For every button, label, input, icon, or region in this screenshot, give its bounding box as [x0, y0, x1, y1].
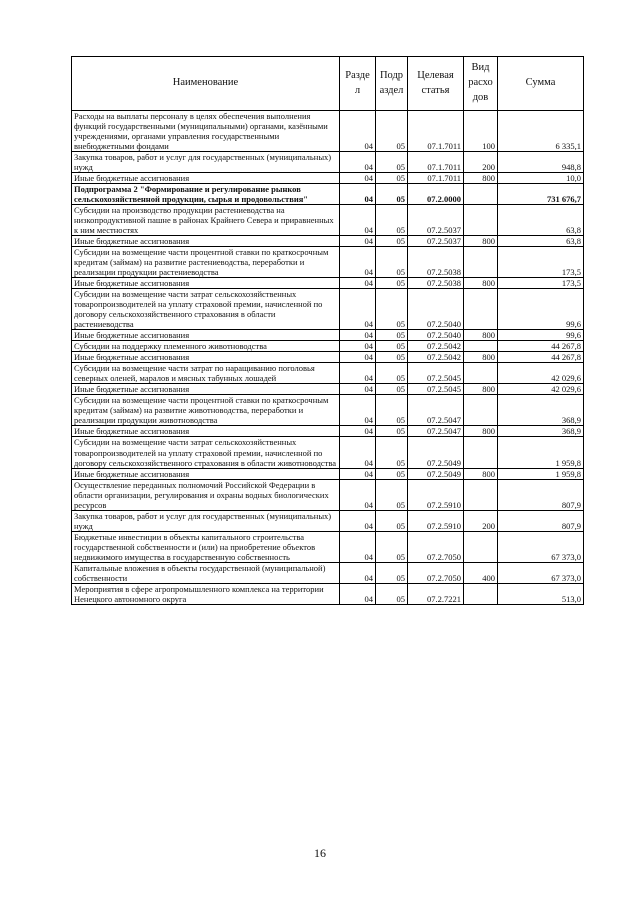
- table-row: [72, 384, 584, 395]
- table-row: [72, 289, 584, 330]
- cell-name: Иные бюджетные ассигнования: [72, 468, 340, 479]
- cell-vid: 200: [464, 152, 498, 173]
- cell-razdel: 04: [340, 278, 376, 289]
- cell-podrazdel: 05: [376, 510, 408, 531]
- cell-name: Иные бюджетные ассигнования: [72, 384, 340, 395]
- cell-vid: 200: [464, 510, 498, 531]
- header-name: Наименование: [72, 57, 340, 111]
- cell-vid: [464, 247, 498, 278]
- cell-target: 07.2.5038: [408, 247, 464, 278]
- cell-vid: 800: [464, 330, 498, 341]
- cell-sum: 173,5: [498, 247, 584, 278]
- cell-vid: 800: [464, 352, 498, 363]
- cell-sum: 948,8: [498, 152, 584, 173]
- cell-name: Иные бюджетные ассигнования: [72, 236, 340, 247]
- cell-podrazdel: 05: [376, 426, 408, 437]
- cell-sum: 807,9: [498, 479, 584, 510]
- cell-sum: 1 959,8: [498, 437, 584, 468]
- cell-sum: 173,5: [498, 278, 584, 289]
- cell-podrazdel: 05: [376, 289, 408, 330]
- cell-podrazdel: 05: [376, 111, 408, 152]
- cell-vid: [464, 341, 498, 352]
- cell-target: 07.2.5047: [408, 426, 464, 437]
- cell-sum: 44 267,8: [498, 341, 584, 352]
- table-row: [72, 583, 584, 604]
- cell-podrazdel: 05: [376, 468, 408, 479]
- cell-vid: [464, 583, 498, 604]
- table-row: [72, 531, 584, 562]
- table-row: [72, 278, 584, 289]
- cell-name: Субсидии на возмещение части затрат сельскохозяйственных товаропроизводителей на уплату страховой премии, начисленной по договору сельскохозяйственного страхования в области растениеводства: [72, 289, 340, 330]
- cell-razdel: 04: [340, 173, 376, 184]
- table-row: [72, 173, 584, 184]
- cell-target: 07.2.5047: [408, 395, 464, 426]
- cell-razdel: 04: [340, 583, 376, 604]
- cell-target: 07.2.7050: [408, 562, 464, 583]
- cell-vid: [464, 289, 498, 330]
- cell-target: 07.2.5045: [408, 384, 464, 395]
- cell-razdel: 04: [340, 395, 376, 426]
- table-row: [72, 205, 584, 236]
- cell-target: 07.2.7050: [408, 531, 464, 562]
- cell-razdel: 04: [340, 330, 376, 341]
- header-podrazdel: Подр аздел: [376, 57, 408, 111]
- cell-sum: 513,0: [498, 583, 584, 604]
- header-vid: Вид расхо дов: [464, 57, 498, 111]
- cell-sum: 99,6: [498, 330, 584, 341]
- cell-name: Иные бюджетные ассигнования: [72, 426, 340, 437]
- cell-sum: 63,8: [498, 205, 584, 236]
- cell-podrazdel: 05: [376, 278, 408, 289]
- cell-name: Мероприятия в сфере агропромышленного комплекса на территории Ненецкого автономного округа: [72, 583, 340, 604]
- cell-razdel: 04: [340, 562, 376, 583]
- cell-vid: [464, 184, 498, 205]
- cell-podrazdel: 05: [376, 531, 408, 562]
- cell-target: 07.1.7011: [408, 173, 464, 184]
- cell-razdel: 04: [340, 437, 376, 468]
- cell-target: 07.2.7221: [408, 583, 464, 604]
- cell-podrazdel: 05: [376, 184, 408, 205]
- cell-name: Иные бюджетные ассигнования: [72, 173, 340, 184]
- table-row: [72, 341, 584, 352]
- table-row: [72, 247, 584, 278]
- cell-name: Иные бюджетные ассигнования: [72, 352, 340, 363]
- cell-target: 07.2.5910: [408, 479, 464, 510]
- cell-name: Капитальные вложения в объекты государственной (муниципальной) собственности: [72, 562, 340, 583]
- cell-name: Закупка товаров, работ и услуг для государственных (муниципальных) нужд: [72, 510, 340, 531]
- cell-razdel: 04: [340, 384, 376, 395]
- cell-vid: 800: [464, 468, 498, 479]
- table-row: [72, 479, 584, 510]
- cell-target: 07.1.7011: [408, 152, 464, 173]
- cell-target: 07.2.5040: [408, 330, 464, 341]
- cell-vid: 400: [464, 562, 498, 583]
- cell-name: Субсидии на возмещение части затрат по наращиванию поголовья северных оленей, маралов и мясных табунных лошадей: [72, 363, 340, 384]
- cell-vid: [464, 363, 498, 384]
- cell-razdel: 04: [340, 184, 376, 205]
- cell-sum: 731 676,7: [498, 184, 584, 205]
- cell-razdel: 04: [340, 510, 376, 531]
- budget-table: [71, 56, 584, 605]
- cell-vid: 800: [464, 384, 498, 395]
- table-row: [72, 437, 584, 468]
- cell-sum: 368,9: [498, 426, 584, 437]
- cell-podrazdel: 05: [376, 479, 408, 510]
- cell-razdel: 04: [340, 236, 376, 247]
- cell-sum: 10,0: [498, 173, 584, 184]
- cell-name: Субсидии на производство продукции растениеводства на низкопродуктивной пашне в районах Крайнего Севера и приравненных к ним местностях: [72, 205, 340, 236]
- cell-name: Субсидии на поддержку племенного животноводства: [72, 341, 340, 352]
- cell-target: 07.2.5042: [408, 352, 464, 363]
- cell-target: 07.2.5910: [408, 510, 464, 531]
- cell-podrazdel: 05: [376, 247, 408, 278]
- cell-podrazdel: 05: [376, 205, 408, 236]
- cell-target: 07.2.5049: [408, 468, 464, 479]
- table-row: [72, 468, 584, 479]
- cell-sum: 6 335,1: [498, 111, 584, 152]
- cell-razdel: 04: [340, 479, 376, 510]
- table-row: [72, 352, 584, 363]
- cell-name: Расходы на выплаты персоналу в целях обеспечения выполнения функций государственными (муниципальными) органами, казёнными учреждениями, органами управления государственными внебюджетными фондами: [72, 111, 340, 152]
- cell-vid: 800: [464, 236, 498, 247]
- cell-target: 07.2.5040: [408, 289, 464, 330]
- cell-vid: 800: [464, 173, 498, 184]
- table-row: [72, 426, 584, 437]
- cell-podrazdel: 05: [376, 395, 408, 426]
- cell-target: 07.2.5037: [408, 236, 464, 247]
- cell-razdel: 04: [340, 152, 376, 173]
- cell-podrazdel: 05: [376, 562, 408, 583]
- header-sum: Сумма: [498, 57, 584, 111]
- cell-sum: 42 029,6: [498, 363, 584, 384]
- table-row: [72, 152, 584, 173]
- cell-name: Субсидии на возмещение части процентной ставки по краткосрочным кредитам (займам) на развитие растениеводства, переработки и реализации продукции растениеводства: [72, 247, 340, 278]
- cell-podrazdel: 05: [376, 152, 408, 173]
- cell-vid: [464, 205, 498, 236]
- cell-razdel: 04: [340, 289, 376, 330]
- cell-razdel: 04: [340, 468, 376, 479]
- cell-razdel: 04: [340, 352, 376, 363]
- table-row: [72, 510, 584, 531]
- cell-sum: 99,6: [498, 289, 584, 330]
- cell-sum: 67 373,0: [498, 531, 584, 562]
- cell-podrazdel: 05: [376, 330, 408, 341]
- table-row: [72, 363, 584, 384]
- cell-razdel: 04: [340, 341, 376, 352]
- table-row: [72, 184, 584, 205]
- table-row: [72, 330, 584, 341]
- table-row: [72, 236, 584, 247]
- cell-razdel: 04: [340, 205, 376, 236]
- cell-vid: [464, 395, 498, 426]
- cell-sum: 44 267,8: [498, 352, 584, 363]
- cell-podrazdel: 05: [376, 363, 408, 384]
- cell-name: Подпрограмма 2 "Формирование и регулирование рынков сельскохозяйственной продукции, сырья и продовольствия": [72, 184, 340, 205]
- cell-target: 07.2.0000: [408, 184, 464, 205]
- table-header-row: [72, 57, 584, 111]
- cell-name: Субсидии на возмещение части затрат сельскохозяйственных товаропроизводителей на уплату страховой премии, начисленной по договору сельскохозяйственного страхования в области животноводства: [72, 437, 340, 468]
- table-row: [72, 562, 584, 583]
- cell-razdel: 04: [340, 111, 376, 152]
- cell-sum: 807,9: [498, 510, 584, 531]
- cell-vid: [464, 531, 498, 562]
- cell-podrazdel: 05: [376, 173, 408, 184]
- cell-podrazdel: 05: [376, 384, 408, 395]
- cell-name: Бюджетные инвестиции в объекты капитального строительства государственной собственности и (или) на приобретение объектов недвижимого имущества в государственную собственность: [72, 531, 340, 562]
- table-row: [72, 395, 584, 426]
- header-razdel: Разде л: [340, 57, 376, 111]
- cell-vid: 800: [464, 278, 498, 289]
- cell-vid: [464, 479, 498, 510]
- cell-sum: 368,9: [498, 395, 584, 426]
- cell-sum: 42 029,6: [498, 384, 584, 395]
- cell-name: Иные бюджетные ассигнования: [72, 278, 340, 289]
- header-target: Целевая статья: [408, 57, 464, 111]
- cell-target: 07.2.5049: [408, 437, 464, 468]
- cell-razdel: 04: [340, 363, 376, 384]
- cell-target: 07.2.5042: [408, 341, 464, 352]
- table-body: [72, 111, 584, 605]
- cell-target: 07.1.7011: [408, 111, 464, 152]
- cell-sum: 1 959,8: [498, 468, 584, 479]
- cell-podrazdel: 05: [376, 352, 408, 363]
- cell-razdel: 04: [340, 531, 376, 562]
- table-row: [72, 111, 584, 152]
- cell-razdel: 04: [340, 426, 376, 437]
- cell-vid: [464, 437, 498, 468]
- cell-name: Закупка товаров, работ и услуг для государственных (муниципальных) нужд: [72, 152, 340, 173]
- cell-podrazdel: 05: [376, 341, 408, 352]
- cell-vid: 800: [464, 426, 498, 437]
- cell-vid: 100: [464, 111, 498, 152]
- cell-razdel: 04: [340, 247, 376, 278]
- cell-sum: 63,8: [498, 236, 584, 247]
- cell-sum: 67 373,0: [498, 562, 584, 583]
- page-number: 16: [314, 846, 326, 860]
- cell-name: Субсидии на возмещение части процентной ставки по краткосрочным кредитам (займам) на развитие животноводства, переработки и реализации продукции животноводства: [72, 395, 340, 426]
- cell-target: 07.2.5045: [408, 363, 464, 384]
- cell-target: 07.2.5038: [408, 278, 464, 289]
- cell-podrazdel: 05: [376, 236, 408, 247]
- cell-name: Иные бюджетные ассигнования: [72, 330, 340, 341]
- cell-podrazdel: 05: [376, 437, 408, 468]
- cell-name: Осуществление переданных полномочий Российской Федерации в области организации, регулирования и охраны водных биологических ресурсов: [72, 479, 340, 510]
- cell-target: 07.2.5037: [408, 205, 464, 236]
- cell-podrazdel: 05: [376, 583, 408, 604]
